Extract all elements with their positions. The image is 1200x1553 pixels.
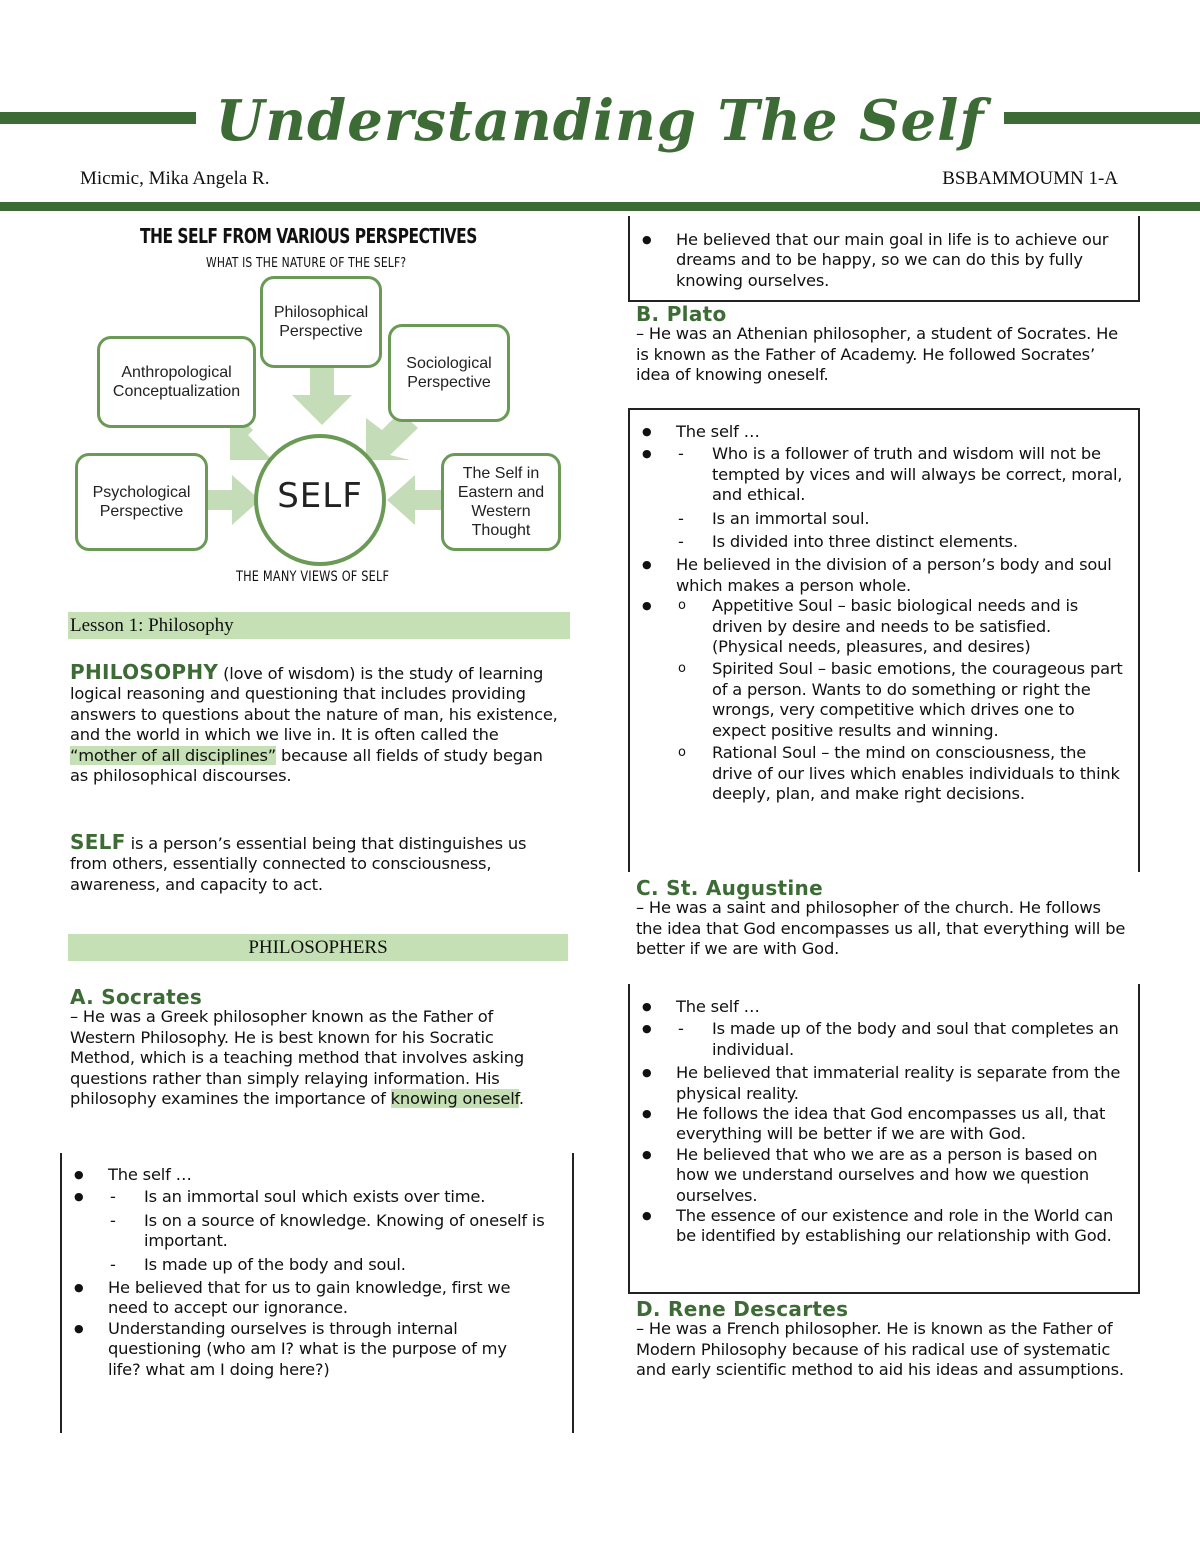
socrates-self-points <box>62 1187 552 1275</box>
course-code: BSBAMMOUMN 1-A <box>942 168 1118 189</box>
self-term: SELF <box>70 830 126 854</box>
node-philosophical-label: Philosophical Perspective <box>273 304 369 340</box>
socrates-intro <box>70 1007 560 1109</box>
node-anthropological-label: Anthropological Conceptualization <box>112 364 241 400</box>
plato-soul: o Rational Soul – the mind on consciousness, the drive of our lives which enables individuals to think deeply, plan, and make right decisions. <box>676 743 1126 804</box>
socrates-goal <box>630 230 1120 291</box>
arrow-top <box>292 368 352 425</box>
plato-soul: o Spirited Soul – basic emotions, the courageous part of a person. Wants to do something or right the wrongs, very competitive which drives one to expect positive results and winning. <box>676 659 1126 741</box>
socrates-intro-text: – He was a Greek philosopher known as the Father of Western Philosophy. He is best known for his Socratic Method, which is a teaching method that involves asking questions rather than simply relaying information. His philosophy examines the importance of <box>70 1007 524 1109</box>
plato-division: ● He believed in the division of a person’s body and soul which makes a person whole. <box>630 555 1126 596</box>
node-eastern-western <box>441 453 561 551</box>
node-sociological <box>388 324 510 422</box>
node-eastern-western-label: The Self in Eastern and Western Thought <box>457 465 545 539</box>
lesson-heading: Lesson 1: Philosophy <box>68 612 570 639</box>
socrates-belief: ● Understanding ourselves is through internal questioning (who am I? what is the purpose of my life? what am I doing here?) <box>62 1319 552 1380</box>
socrates-belief: ● He believed that for us to gain knowledge, first we need to accept our ignorance. <box>62 1278 552 1319</box>
philosophy-text-1: (love of wisdom) is the study of learning logical reasoning and questioning that includes providing answers to questions about the nature of man, his existence, and the world in which we live in. It is often called the <box>70 664 558 745</box>
philosophy-term: PHILOSOPHY <box>70 660 219 684</box>
augustine-belief: ● He follows the idea that God encompasses us all, that everything will be better if we are with God. <box>630 1104 1126 1145</box>
page-title: Understanding The Self <box>0 86 1200 156</box>
socrates-list <box>62 1165 552 1380</box>
node-psychological-label: Psychological Perspective <box>92 484 191 520</box>
augustine-self-point: - ● Is made up of the body and soul that completes an individual. <box>676 1019 1126 1060</box>
plato-self-point: - Is an immortal soul. <box>676 509 1126 529</box>
descartes-section <box>636 1299 1126 1381</box>
plato-list <box>630 422 1126 806</box>
philosophers-heading: PHILOSOPHERS <box>68 934 568 961</box>
node-sociological-label: Sociological Perspective <box>406 355 492 391</box>
descartes-heading: D. Rene Descartes <box>636 1297 849 1321</box>
plato-self-point: - ● Who is a follower of truth and wisdom will not be tempted by vices and will always be correct, moral, and ethical. <box>676 444 1126 505</box>
socrates-self-label: ● The self … <box>62 1165 552 1185</box>
plato-soul: o ● Appetitive Soul – basic biological needs and is driven by desire and needs to be satisfied. (Physical needs, pleasures, and desires) <box>676 596 1126 657</box>
plato-souls <box>630 596 1126 804</box>
augustine-self-points <box>630 1019 1126 1060</box>
knowing-oneself-highlight: knowing oneself <box>390 1089 519 1109</box>
author-name: Micmic, Mika Angela R. <box>80 168 270 189</box>
plato-section <box>636 304 1126 386</box>
header-bottom-rule <box>0 202 1200 211</box>
self-paragraph <box>70 832 540 895</box>
plato-self-label: ● The self … <box>630 422 1126 442</box>
mother-of-disciplines-highlight: “mother of all disciplines” <box>70 745 276 765</box>
socrates-self-point: - Is made up of the body and soul. <box>108 1255 552 1275</box>
diagram-title: THE SELF FROM VARIOUS PERSPECTIVES <box>140 224 477 248</box>
plato-intro: – He was an Athenian philosopher, a student of Socrates. He is known as the Father of Academy. He followed Socrates’ idea of knowing oneself. <box>636 324 1118 385</box>
diagram-caption: THE MANY VIEWS OF SELF <box>236 569 390 585</box>
diagram-subtitle: WHAT IS THE NATURE OF THE SELF? <box>206 256 407 271</box>
socrates-heading: A. Socrates <box>70 985 203 1009</box>
plato-self-point: - Is divided into three distinct elements. <box>676 532 1126 552</box>
socrates-self-point: - ● Is an immortal soul which exists over time. <box>108 1187 552 1207</box>
plato-heading: B. Plato <box>636 302 727 326</box>
arrow-right <box>387 475 442 525</box>
plato-self-points <box>630 444 1126 552</box>
augustine-belief: ● He believed that who we are as a person is based on how we understand ourselves and how we question ourselves. <box>630 1145 1126 1206</box>
node-anthropological <box>97 336 256 428</box>
augustine-belief: ● He believed that immaterial reality is separate from the physical reality. <box>630 1063 1126 1104</box>
socrates-self-point: - Is on a source of knowledge. Knowing of oneself is important. <box>108 1211 552 1252</box>
augustine-heading: C. St. Augustine <box>636 876 823 900</box>
descartes-intro: – He was a French philosopher. He is known as the Father of Modern Philosophy because of his radical use of systematic and early scientific method to aid his ideas and assumptions. <box>636 1319 1124 1380</box>
self-text: is a person’s essential being that distinguishes us from others, essentially connected to consciousness, awareness, and capacity to act. <box>70 834 527 894</box>
augustine-section <box>636 878 1126 960</box>
node-philosophical <box>260 276 382 368</box>
augustine-intro: – He was a saint and philosopher of the church. He follows the idea that God encompasses us all, that everything will be better if we are with God. <box>636 898 1126 959</box>
socrates-goal-text: ● He believed that our main goal in life is to achieve our dreams and to be happy, so we can do this by fully knowing ourselves. <box>630 230 1120 291</box>
socrates-intro-end: . <box>518 1089 524 1109</box>
philosophy-text-2: because all fields of study began as philosophical discourses. <box>70 745 543 786</box>
arrow-left <box>205 475 260 525</box>
node-psychological <box>75 453 208 551</box>
philosophy-paragraph <box>70 662 560 786</box>
augustine-self-label: ● The self … <box>630 997 1126 1017</box>
augustine-list <box>630 997 1126 1247</box>
augustine-belief: ● The essence of our existence and role in the World can be identified by establishing our relationship with God. <box>630 1206 1126 1247</box>
self-label: SELF <box>277 476 363 516</box>
socrates-section <box>70 987 560 1109</box>
